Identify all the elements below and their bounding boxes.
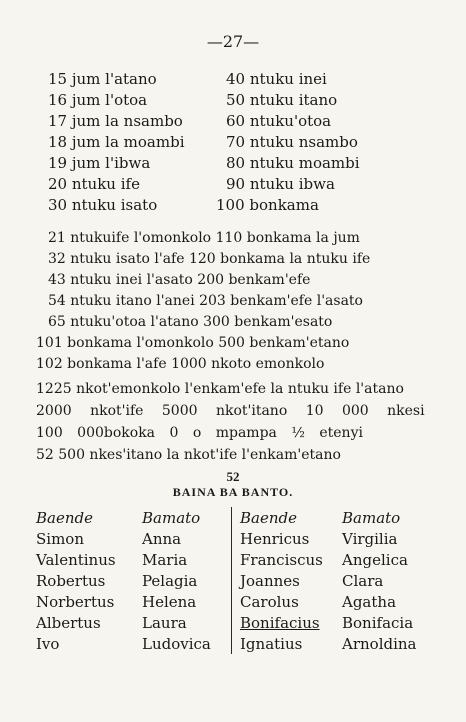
name-cell: Helena <box>142 593 197 611</box>
number-row: 15 jum l'atano <box>48 70 157 88</box>
number-row: 101 bonkama l'omonkolo 500 benkam'etano <box>36 335 350 351</box>
column-header-female: Bamato <box>142 509 201 527</box>
name-cell: Laura <box>142 614 187 632</box>
name-cell: Angelica <box>342 551 408 569</box>
name-cell: Maria <box>142 551 188 569</box>
column-header-male: Baende <box>240 509 297 527</box>
number-row: 20 ntuku ife <box>48 175 140 193</box>
name-cell: Robertus <box>36 572 106 590</box>
number-row: 102 bonkama l'afe 1000 nkoto emonkolo <box>36 356 325 372</box>
number-row: 90 ntuku ibwa <box>226 175 335 193</box>
name-cell: Anna <box>142 530 182 548</box>
name-cell: Pelagia <box>142 572 198 590</box>
number-row: 19 jum l'ibwa <box>48 154 151 172</box>
name-cell: Bonifacia <box>342 614 414 632</box>
name-cell: Carolus <box>240 593 299 611</box>
name-cell: Clara <box>342 572 384 590</box>
name-cell: Ludovica <box>142 635 211 653</box>
section-title: BAINA BA BANTO. <box>172 485 294 499</box>
number-row: 1225 nkot'emonkolo l'enkam'efe la ntuku ife l'atano <box>36 381 404 397</box>
number-row: 21 ntukuife l'omonkolo 110 bonkama la jum <box>48 230 360 246</box>
name-cell: Albertus <box>36 614 101 632</box>
page-number: —27— <box>206 32 260 51</box>
name-cell: Bonifacius <box>240 614 320 632</box>
name-cell: Ignatius <box>240 635 303 653</box>
name-cell: Valentinus <box>36 551 116 569</box>
number-row: 2000 nkot'ife 5000 nkot'itano 10 000 nkesi <box>36 403 425 419</box>
name-cell: Henricus <box>240 530 310 548</box>
column-header-male: Baende <box>36 509 93 527</box>
number-row: 43 ntuku inei l'asato 200 benkam'efe <box>48 272 311 288</box>
number-row: 54 ntuku itano l'anei 203 benkam'efe l'asato <box>48 293 363 309</box>
number-row: 100 bonkama <box>216 196 319 214</box>
number-row: 16 jum l'otoa <box>48 91 148 109</box>
number-row: 50 ntuku itano <box>226 91 338 109</box>
name-cell: Norbertus <box>36 593 115 611</box>
number-row: 80 ntuku moambi <box>226 154 360 172</box>
name-cell: Simon <box>36 530 84 548</box>
name-cell: Arnoldina <box>342 635 417 653</box>
number-row: 60 ntuku'otoa <box>226 112 332 130</box>
number-row: 52 500 nkes'itano la nkot'ife l'enkam'etano <box>36 447 341 463</box>
name-cell: Joannes <box>240 572 300 590</box>
number-row: 65 ntuku'otoa l'atano 300 benkam'esato <box>48 314 333 330</box>
name-cell: Agatha <box>342 593 397 611</box>
name-cell: Virgilia <box>342 530 398 548</box>
section-number: 52 <box>226 469 240 484</box>
number-row: 32 ntuku isato l'afe 120 bonkama la ntuku ife <box>48 251 371 267</box>
number-row: 40 ntuku inei <box>226 70 327 88</box>
number-row: 70 ntuku nsambo <box>226 133 358 151</box>
name-cell: Ivo <box>36 635 60 653</box>
number-row: 17 jum la nsambo <box>48 112 183 130</box>
number-row: 18 jum la moambi <box>48 133 185 151</box>
number-row: 100 000bokoka 0 o mpampa ½ etenyi <box>36 425 363 441</box>
name-cell: Franciscus <box>240 551 323 569</box>
column-header-female: Bamato <box>342 509 401 527</box>
column-divider <box>231 507 232 654</box>
number-row: 30 ntuku isato <box>48 196 158 214</box>
